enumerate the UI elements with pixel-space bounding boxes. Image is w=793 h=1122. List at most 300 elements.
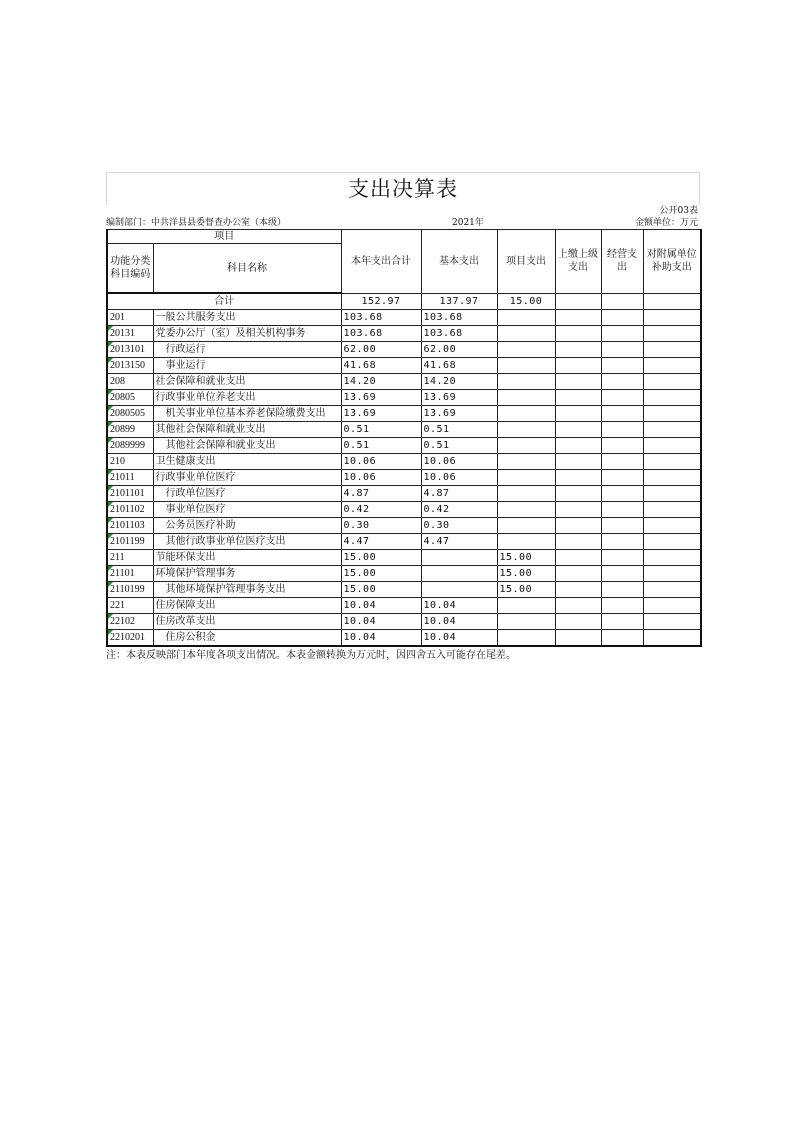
row-code — [107, 502, 153, 518]
table-row — [107, 374, 701, 390]
row-code — [107, 342, 153, 358]
text-number-marker-icon — [108, 406, 113, 411]
row-business — [601, 438, 643, 454]
table-row — [107, 518, 701, 534]
row-basic — [421, 454, 497, 470]
row-business — [601, 326, 643, 342]
table-row — [107, 406, 701, 422]
text-number-marker-icon — [108, 566, 113, 571]
table-row — [107, 534, 701, 550]
row-business — [601, 534, 643, 550]
row-project — [497, 502, 555, 518]
row-total — [341, 598, 421, 614]
row-code — [107, 326, 153, 342]
row-subject-name-text: 其他社会保障和就业支出 — [165, 440, 276, 451]
table-row — [107, 358, 701, 374]
row-code — [107, 614, 153, 630]
row-upper — [555, 566, 601, 582]
header-basic: 基本支出 — [421, 230, 497, 294]
row-total — [341, 438, 421, 454]
row-project-text: 15.00 — [499, 568, 533, 579]
row-upper — [555, 518, 601, 534]
row-subsidy — [643, 630, 701, 647]
row-code — [107, 550, 153, 566]
row-code-text: 22102 — [110, 616, 135, 627]
row-upper — [555, 486, 601, 502]
row-upper — [555, 310, 601, 326]
row-subject-name-text: 党委办公厅（室）及相关机构事务 — [155, 328, 306, 339]
row-upper — [555, 630, 601, 647]
row-subsidy — [643, 438, 701, 454]
row-code — [107, 438, 153, 454]
table-row — [107, 342, 701, 358]
row-subsidy — [643, 310, 701, 326]
row-subject-name-text: 事业单位医疗 — [165, 504, 226, 515]
row-project — [497, 598, 555, 614]
table-row — [107, 390, 701, 406]
row-basic — [421, 614, 497, 630]
text-number-marker-icon — [108, 582, 113, 587]
row-code — [107, 470, 153, 486]
row-basic-text: 0.51 — [423, 424, 450, 435]
row-total-text: 62.00 — [343, 344, 377, 355]
row-total-text: 0.30 — [343, 520, 370, 531]
text-number-marker-icon — [108, 342, 113, 347]
row-project — [497, 470, 555, 486]
row-subsidy — [643, 454, 701, 470]
row-code-text: 211 — [110, 552, 125, 563]
row-code — [107, 598, 153, 614]
row-business — [601, 342, 643, 358]
table-body — [107, 310, 701, 647]
row-project — [497, 390, 555, 406]
row-total — [341, 502, 421, 518]
row-upper — [555, 422, 601, 438]
row-code-text: 2110199 — [110, 584, 145, 595]
row-upper — [555, 470, 601, 486]
row-total-text: 103.68 — [343, 312, 383, 323]
row-total-text: 103.68 — [343, 328, 383, 339]
row-basic-text: 103.68 — [423, 312, 463, 323]
row-total — [341, 342, 421, 358]
row-project-text: 15.00 — [499, 552, 533, 563]
row-basic-text: 14.20 — [423, 376, 457, 387]
row-subject-name — [153, 534, 341, 550]
row-basic — [421, 406, 497, 422]
row-basic-text: 10.06 — [423, 456, 457, 467]
row-total-text: 13.69 — [343, 392, 377, 403]
row-subsidy — [643, 406, 701, 422]
row-code-text: 2101103 — [110, 520, 145, 531]
row-basic — [421, 310, 497, 326]
row-business — [601, 374, 643, 390]
row-code-text: 21011 — [110, 472, 135, 483]
row-code — [107, 566, 153, 582]
table-row — [107, 326, 701, 342]
row-total-text: 0.42 — [343, 504, 370, 515]
row-basic — [421, 486, 497, 502]
row-subject-name-text: 社会保障和就业支出 — [155, 376, 246, 387]
row-total — [341, 534, 421, 550]
row-basic-text: 13.69 — [423, 392, 457, 403]
row-subject-name — [153, 438, 341, 454]
row-subject-name — [153, 310, 341, 326]
row-basic-text: 10.04 — [423, 632, 457, 643]
row-subsidy — [643, 422, 701, 438]
row-business — [601, 566, 643, 582]
text-number-marker-icon — [108, 326, 113, 331]
row-code — [107, 390, 153, 406]
row-subject-name-text: 其他环境保护管理事务支出 — [165, 584, 286, 595]
row-business — [601, 550, 643, 566]
row-basic — [421, 438, 497, 454]
row-subject-name — [153, 614, 341, 630]
header-project: 项目 — [107, 230, 341, 244]
row-total — [341, 406, 421, 422]
row-basic — [421, 326, 497, 342]
footnote: 注：本表反映部门本年度各项支出情况。本表金额转换为万元时，因四舍五入可能存在尾差。 — [106, 650, 516, 661]
row-total-text: 15.00 — [343, 584, 377, 595]
row-subject-name — [153, 502, 341, 518]
table-row — [107, 470, 701, 486]
row-code-text: 221 — [110, 600, 125, 611]
row-basic — [421, 390, 497, 406]
text-number-marker-icon — [108, 518, 113, 523]
table-row — [107, 422, 701, 438]
row-project — [497, 326, 555, 342]
table-row — [107, 598, 701, 614]
row-upper — [555, 326, 601, 342]
row-project — [497, 342, 555, 358]
row-business — [601, 406, 643, 422]
row-business — [601, 598, 643, 614]
row-upper — [555, 374, 601, 390]
row-code-text: 208 — [110, 376, 125, 387]
row-basic-text: 0.51 — [423, 440, 450, 451]
row-subject-name — [153, 326, 341, 342]
table-row — [107, 566, 701, 582]
row-project — [497, 454, 555, 470]
row-upper — [555, 406, 601, 422]
row-subject-name-text: 公务员医疗补助 — [165, 520, 236, 531]
year-label: 2021年 — [452, 218, 484, 228]
row-project — [497, 534, 555, 550]
row-subject-name — [153, 374, 341, 390]
row-subject-name-text: 节能环保支出 — [155, 552, 216, 563]
row-upper — [555, 614, 601, 630]
header-project-exp: 项目支出 — [497, 230, 555, 294]
row-code — [107, 374, 153, 390]
row-code — [107, 454, 153, 470]
unit-label: 金额单位：万元 — [634, 218, 698, 228]
row-basic — [421, 598, 497, 614]
row-upper — [555, 438, 601, 454]
row-business — [601, 630, 643, 647]
table-row — [107, 630, 701, 647]
row-project — [497, 614, 555, 630]
table-row — [107, 550, 701, 566]
row-basic-text: 10.06 — [423, 472, 457, 483]
total-project: 15.00 — [497, 293, 555, 310]
row-subject-name-text: 机关事业单位基本养老保险缴费支出 — [165, 408, 326, 419]
row-code — [107, 518, 153, 534]
text-number-marker-icon — [108, 614, 113, 619]
row-project — [497, 486, 555, 502]
row-total-text: 0.51 — [343, 440, 370, 451]
row-total — [341, 470, 421, 486]
row-code-text: 2089999 — [110, 440, 145, 451]
row-upper — [555, 342, 601, 358]
row-total-text: 14.20 — [343, 376, 377, 387]
row-code-text: 2080505 — [110, 408, 145, 419]
text-number-marker-icon — [108, 502, 113, 507]
row-code-text: 2101199 — [110, 536, 145, 547]
row-upper — [555, 358, 601, 374]
row-subject-name — [153, 598, 341, 614]
report-sheet — [106, 172, 700, 663]
table-row — [107, 486, 701, 502]
row-total — [341, 550, 421, 566]
row-subject-name-text: 行政事业单位医疗 — [155, 472, 236, 483]
row-subsidy — [643, 374, 701, 390]
row-code-text: 21101 — [110, 568, 135, 579]
row-basic — [421, 550, 497, 566]
row-business — [601, 454, 643, 470]
row-subject-name — [153, 518, 341, 534]
text-number-marker-icon — [108, 534, 113, 539]
row-upper — [555, 534, 601, 550]
row-basic — [421, 422, 497, 438]
row-basic — [421, 502, 497, 518]
row-business — [601, 358, 643, 374]
row-total-text: 10.06 — [343, 472, 377, 483]
row-subject-name — [153, 454, 341, 470]
row-basic — [421, 566, 497, 582]
meta-row-info — [106, 217, 700, 229]
row-project — [497, 566, 555, 582]
row-upper — [555, 598, 601, 614]
row-code-text: 20131 — [110, 328, 135, 339]
row-subsidy — [643, 614, 701, 630]
row-total-text: 41.68 — [343, 360, 377, 371]
row-subject-name — [153, 390, 341, 406]
row-basic — [421, 470, 497, 486]
text-number-marker-icon — [108, 422, 113, 427]
row-subject-name — [153, 422, 341, 438]
row-code-text: 2013101 — [110, 344, 145, 355]
text-number-marker-icon — [108, 438, 113, 443]
meta-row-form — [106, 205, 700, 217]
row-code — [107, 630, 153, 647]
row-basic — [421, 358, 497, 374]
row-code-text: 2210201 — [110, 632, 145, 643]
row-code-text: 20805 — [110, 392, 135, 403]
row-upper — [555, 454, 601, 470]
row-total-text: 15.00 — [343, 552, 377, 563]
header-subsidy: 对附属单位补助支出 — [643, 230, 701, 294]
row-total — [341, 582, 421, 598]
row-basic-text: 10.04 — [423, 600, 457, 611]
row-code-text: 210 — [110, 456, 125, 467]
row-total — [341, 422, 421, 438]
header-total: 本年支出合计 — [341, 230, 421, 294]
row-total — [341, 454, 421, 470]
row-basic — [421, 374, 497, 390]
row-subject-name — [153, 630, 341, 647]
row-total-text: 10.06 — [343, 456, 377, 467]
row-subject-name — [153, 406, 341, 422]
row-total — [341, 486, 421, 502]
total-upper — [555, 293, 601, 310]
row-total — [341, 566, 421, 582]
row-project — [497, 422, 555, 438]
row-subsidy — [643, 470, 701, 486]
row-business — [601, 486, 643, 502]
row-upper — [555, 502, 601, 518]
text-number-marker-icon — [108, 470, 113, 475]
row-subject-name-text: 行政单位医疗 — [165, 488, 226, 499]
row-project — [497, 630, 555, 647]
row-subject-name-text: 行政事业单位养老支出 — [155, 392, 256, 403]
table-row — [107, 582, 701, 598]
row-subject-name-text: 一般公共服务支出 — [155, 312, 236, 323]
row-basic — [421, 534, 497, 550]
row-total-text: 10.04 — [343, 632, 377, 643]
header-row-1 — [107, 230, 701, 244]
row-subsidy — [643, 502, 701, 518]
row-business — [601, 390, 643, 406]
row-total-text: 15.00 — [343, 568, 377, 579]
row-project — [497, 518, 555, 534]
row-code-text: 2101101 — [110, 488, 145, 499]
dept-label: 编制部门：中共洋县县委督查办公室（本级） — [106, 218, 287, 228]
row-business — [601, 310, 643, 326]
row-total — [341, 614, 421, 630]
row-total-text: 4.47 — [343, 536, 370, 547]
row-basic — [421, 630, 497, 647]
row-subject-name — [153, 550, 341, 566]
row-subsidy — [643, 390, 701, 406]
row-business — [601, 582, 643, 598]
row-subsidy — [643, 566, 701, 582]
row-basic — [421, 518, 497, 534]
row-code-text: 201 — [110, 312, 125, 323]
row-subject-name — [153, 566, 341, 582]
row-total-text: 13.69 — [343, 408, 377, 419]
row-subject-name-text: 环境保护管理事务 — [155, 568, 236, 579]
row-business — [601, 422, 643, 438]
row-total-text: 10.04 — [343, 616, 377, 627]
report-title: 支出决算表 — [106, 172, 700, 205]
expenditure-table — [106, 229, 702, 647]
text-number-marker-icon — [108, 358, 113, 363]
row-total — [341, 390, 421, 406]
row-subject-name — [153, 486, 341, 502]
row-project — [497, 550, 555, 566]
row-basic-text: 10.04 — [423, 616, 457, 627]
row-code — [107, 358, 153, 374]
form-number: 公开03表 — [659, 206, 698, 216]
row-project — [497, 438, 555, 454]
row-basic — [421, 582, 497, 598]
row-basic-text: 4.47 — [423, 536, 450, 547]
row-subject-name — [153, 358, 341, 374]
row-subject-name-text: 卫生健康支出 — [155, 456, 216, 467]
row-subject-name-text: 其他社会保障和就业支出 — [155, 424, 266, 435]
header-subject-name: 科目名称 — [153, 244, 341, 294]
table-row — [107, 502, 701, 518]
total-amount: 152.97 — [341, 293, 421, 310]
row-upper — [555, 582, 601, 598]
header-business: 经营支出 — [601, 230, 643, 294]
row-project — [497, 374, 555, 390]
row-subsidy — [643, 486, 701, 502]
row-code — [107, 406, 153, 422]
table-row — [107, 438, 701, 454]
text-number-marker-icon — [108, 630, 113, 635]
row-project — [497, 310, 555, 326]
text-number-marker-icon — [108, 486, 113, 491]
row-total — [341, 518, 421, 534]
row-basic-text: 62.00 — [423, 344, 457, 355]
row-basic-text: 0.42 — [423, 504, 450, 515]
row-subsidy — [643, 326, 701, 342]
row-total — [341, 374, 421, 390]
row-total — [341, 358, 421, 374]
table-row — [107, 310, 701, 326]
row-code — [107, 486, 153, 502]
row-code-text: 2013150 — [110, 360, 145, 371]
row-basic-text: 103.68 — [423, 328, 463, 339]
row-total — [341, 630, 421, 647]
row-code-text: 2101102 — [110, 504, 145, 515]
row-basic — [421, 342, 497, 358]
row-project — [497, 406, 555, 422]
row-subject-name-text: 其他行政事业单位医疗支出 — [165, 536, 286, 547]
row-business — [601, 518, 643, 534]
row-subject-name-text: 事业运行 — [165, 360, 206, 371]
row-code — [107, 422, 153, 438]
row-total-text: 4.87 — [343, 488, 370, 499]
text-number-marker-icon — [108, 390, 113, 395]
row-basic-text: 4.87 — [423, 488, 450, 499]
row-basic-text: 13.69 — [423, 408, 457, 419]
row-business — [601, 502, 643, 518]
row-subject-name-text: 行政运行 — [165, 344, 206, 355]
row-upper — [555, 550, 601, 566]
row-subsidy — [643, 518, 701, 534]
row-subsidy — [643, 582, 701, 598]
table-row — [107, 614, 701, 630]
row-subsidy — [643, 550, 701, 566]
row-business — [601, 470, 643, 486]
row-subject-name — [153, 582, 341, 598]
total-row — [107, 293, 701, 310]
row-basic-text: 41.68 — [423, 360, 457, 371]
total-basic: 137.97 — [421, 293, 497, 310]
header-upper: 上缴上级支出 — [555, 230, 601, 294]
header-func-code: 功能分类科目编码 — [107, 244, 153, 294]
row-total-text: 10.04 — [343, 600, 377, 611]
row-code-text: 20899 — [110, 424, 135, 435]
row-subsidy — [643, 534, 701, 550]
row-project — [497, 358, 555, 374]
row-basic-text: 0.30 — [423, 520, 450, 531]
row-total — [341, 326, 421, 342]
row-subject-name-text: 住房保障支出 — [155, 600, 216, 611]
row-upper — [555, 390, 601, 406]
row-subsidy — [643, 342, 701, 358]
